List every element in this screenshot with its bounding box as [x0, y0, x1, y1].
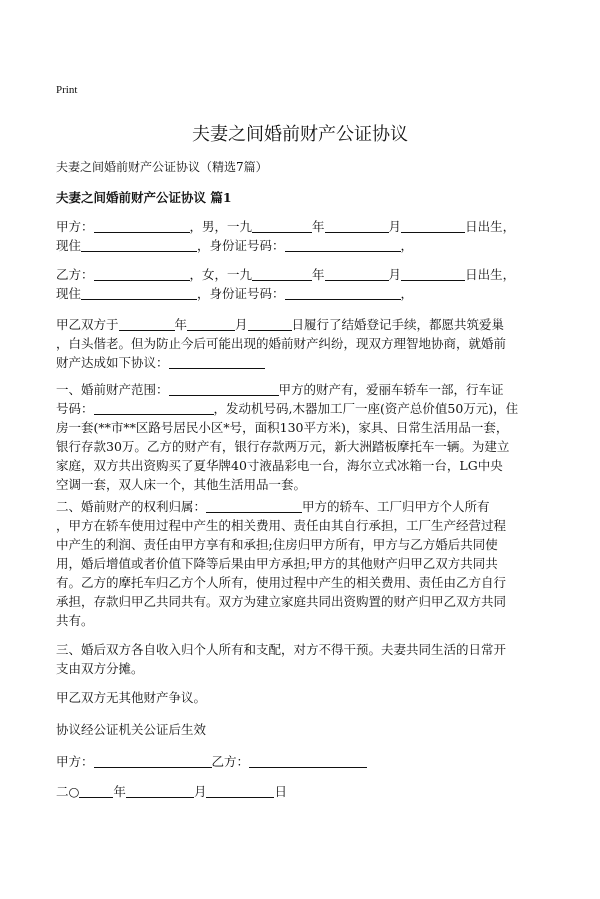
date-line: 二○ 年 月 日: [56, 784, 287, 799]
party-a-line2: 现住 ，身份证号码： ，: [56, 238, 414, 253]
day-blank: [401, 267, 465, 281]
party-a-block: [56, 217, 551, 255]
license-blank: [94, 401, 214, 415]
document-title: 夫妻之间婚前财产公证协议: [192, 124, 408, 145]
id-blank: [285, 286, 401, 300]
effective-clause: 协议经公证机关公证后生效: [56, 722, 207, 737]
day-blank: [206, 784, 274, 798]
party-a-line1: 甲方： ，男，一九 年 月 日出生，: [56, 219, 516, 234]
month-blank: [187, 317, 235, 331]
id-blank: [285, 238, 401, 252]
signature-line: 甲方： 乙方：: [56, 752, 367, 770]
party-b-line1: 乙方： ，女，一九 年 月 日出生，: [56, 267, 516, 282]
scope-blank: [169, 382, 279, 396]
rights-blank: [206, 499, 302, 513]
year-blank: [119, 317, 175, 331]
party-b-signature-blank: [249, 754, 367, 768]
party-a-signature-blank: [94, 754, 212, 768]
clause-1-paragraph: 一、婚前财产范围： 甲方的财产有，爱丽车轿车一部，行车证 号码： ，发动机号码,木器加工厂一座(资产总价值50万元)，住 房一套(**市**区路号居民小区*号，面积130平方米)，家具、日常生活用品一套， 银行存款30万。乙方的财产有，银行存款两万元，新大洲踏板摩托车一辆。为建立 家庭，双方共出资购买了夏华牌40寸液晶彩电一台，海尔立式冰箱一台，LG中央 空调一套，双人床一个，其他生活用品一套。: [56, 382, 519, 492]
address-blank: [81, 286, 197, 300]
party-b-line2: 现住 ，身份证号码： ，: [56, 286, 414, 301]
year-blank: [79, 784, 113, 798]
year-blank: [252, 219, 312, 233]
day-blank: [401, 219, 465, 233]
party-b-block: [56, 265, 551, 303]
year-blank: [252, 267, 312, 281]
name-blank: [94, 219, 190, 233]
clause-2-paragraph: 二、婚前财产的权利归属： 甲方的轿车、工厂归甲方个人所有 ，甲方在轿车使用过程中产生的相关费用、责任由其自行承担，工厂生产经营过程 中产生的利润、责任由甲方享有和承担;住房归甲方所有，甲方与乙方婚后共同使 用，婚后增值或者价值下降等后果由甲方承担;甲方的其他财产归甲乙双方共同共 有。乙方的摩托车归乙方个人所有，使用过程中产生的相关费用、责任由乙方自行 承担，存款归甲乙共同共有。双方为建立家庭共同出资购置的财产归甲乙双方共同 共有。: [56, 499, 507, 628]
name-blank: [94, 267, 190, 281]
address-blank: [81, 238, 197, 252]
month-blank: [126, 784, 194, 798]
section-heading: 夫妻之间婚前财产公证协议 篇1: [56, 190, 232, 205]
document-subtitle: 夫妻之间婚前财产公证协议（精选7篇）: [56, 160, 268, 174]
preamble-paragraph: 甲乙双方于 年 月 日履行了结婚登记手续，都愿共筑爱巢 ，白头偕老。但为防止今后可能出现的婚前财产纠纷，现双方理智地协商，就婚前 财产达成如下协议：: [56, 317, 507, 370]
day-blank: [248, 317, 292, 331]
print-label: Print: [56, 84, 78, 96]
no-other-dispute: 甲乙双方无其他财产争议。: [56, 690, 207, 705]
agreement-blank: [169, 355, 265, 369]
month-blank: [325, 219, 389, 233]
month-blank: [325, 267, 389, 281]
clause-3-paragraph: 三、婚后双方各自收入归个人所有和支配，对方不得干预。夫妻共同生活的日常开 支由双方分摊。: [56, 642, 507, 676]
